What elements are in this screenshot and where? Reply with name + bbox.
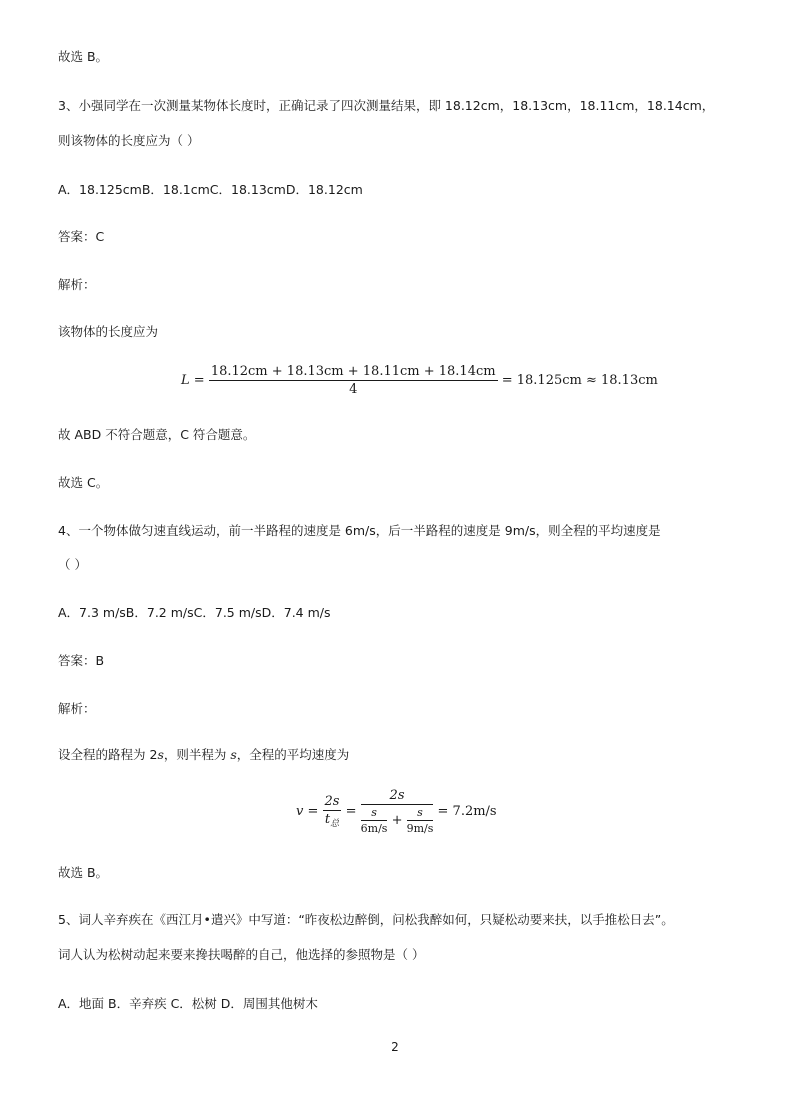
analysis-label: 解析： [58, 277, 96, 292]
fraction-numerator: 18.12cm + 18.13cm + 18.11cm + 18.14cm [210, 364, 496, 379]
formula-fraction [361, 788, 434, 835]
page-number: 2 [391, 1040, 399, 1054]
text-line: 故选 B。 [58, 865, 109, 880]
question-3-stem: 3、小强同学在一次测量某物体长度时，正确记录了四次测量结果，即 18.12cm，18.13cm，18.11cm，18.14cm， [58, 98, 715, 113]
question-4-options: A．7.3 m/sB．7.2 m/sC．7.5 m/sD．7.4 m/s [58, 605, 331, 620]
math-variable: s [230, 747, 237, 762]
nested-fraction [361, 806, 388, 835]
formula-result: = 7.2m/s [433, 804, 497, 819]
fraction-denominator: 9m/s [406, 822, 434, 835]
fraction-numerator: 2s [361, 788, 434, 805]
formula-lhs: L [181, 373, 190, 388]
average-speed-formula [296, 788, 497, 835]
fraction-numerator: s [361, 806, 388, 821]
question-5-options: A．地面 B．辛弃疾 C．松树 D．周围其他树木 [58, 996, 318, 1011]
text-segment: ，则半程为 [163, 747, 231, 762]
math-variable: t [324, 812, 331, 827]
fraction-denominator: 4 [349, 382, 358, 397]
formula-equals: = [341, 804, 361, 819]
text-line: 该物体的长度应为 [58, 324, 159, 339]
plus-sign: + [387, 813, 407, 828]
length-average-formula [181, 364, 658, 397]
fraction-numerator: 2s [324, 794, 340, 809]
question-3-stem-continued: 则该物体的长度应为（ ） [58, 133, 200, 148]
answer-label: 答案：B [58, 653, 105, 668]
formula-equals: = [189, 373, 209, 388]
question-4-stem: 4、一个物体做匀速直线运动，前一半路程的速度是 6m/s，后一半路程的速度是 9m/s，则全程的平均速度是 [58, 523, 661, 538]
formula-lhs: v [296, 804, 304, 819]
answer-label: 答案：C [58, 229, 105, 244]
text-segment: 设全程的路程为 2 [58, 747, 158, 762]
formula-equals: = [303, 804, 323, 819]
fraction-denominator [323, 811, 342, 829]
fraction-denominator [361, 805, 434, 835]
text-line: 故选 B。 [58, 49, 109, 64]
formula-fraction [323, 794, 342, 829]
text-line: 故选 C。 [58, 475, 109, 490]
fraction-denominator: 6m/s [360, 822, 388, 835]
fraction-numerator: s [407, 806, 434, 821]
formula-fraction [209, 364, 498, 397]
nested-fraction [407, 806, 434, 835]
text-segment: ，全程的平均速度为 [236, 747, 350, 762]
question-5-stem: 5、词人辛弃疾在《西江月•遣兴》中写道：“昨夜松边醉倒，问松我醉如何，只疑松动要来扶，以手推松日去”。 [58, 912, 674, 927]
question-5-stem-continued: 词人认为松树动起来要来搀扶喝醉的自己，他选择的参照物是（ ） [58, 947, 425, 962]
subscript: 总 [330, 819, 340, 829]
analysis-label: 解析： [58, 701, 96, 716]
question-4-stem-continued: （ ） [58, 557, 87, 572]
text-line: 故 ABD 不符合题意，C 符合题意。 [58, 427, 256, 442]
formula-result: = 18.125cm ≈ 18.13cm [497, 373, 658, 388]
question-3-options: A．18.125cmB．18.1cmC．18.13cmD．18.12cm [58, 182, 363, 197]
text-line [58, 746, 349, 764]
math-variable: s [157, 747, 164, 762]
